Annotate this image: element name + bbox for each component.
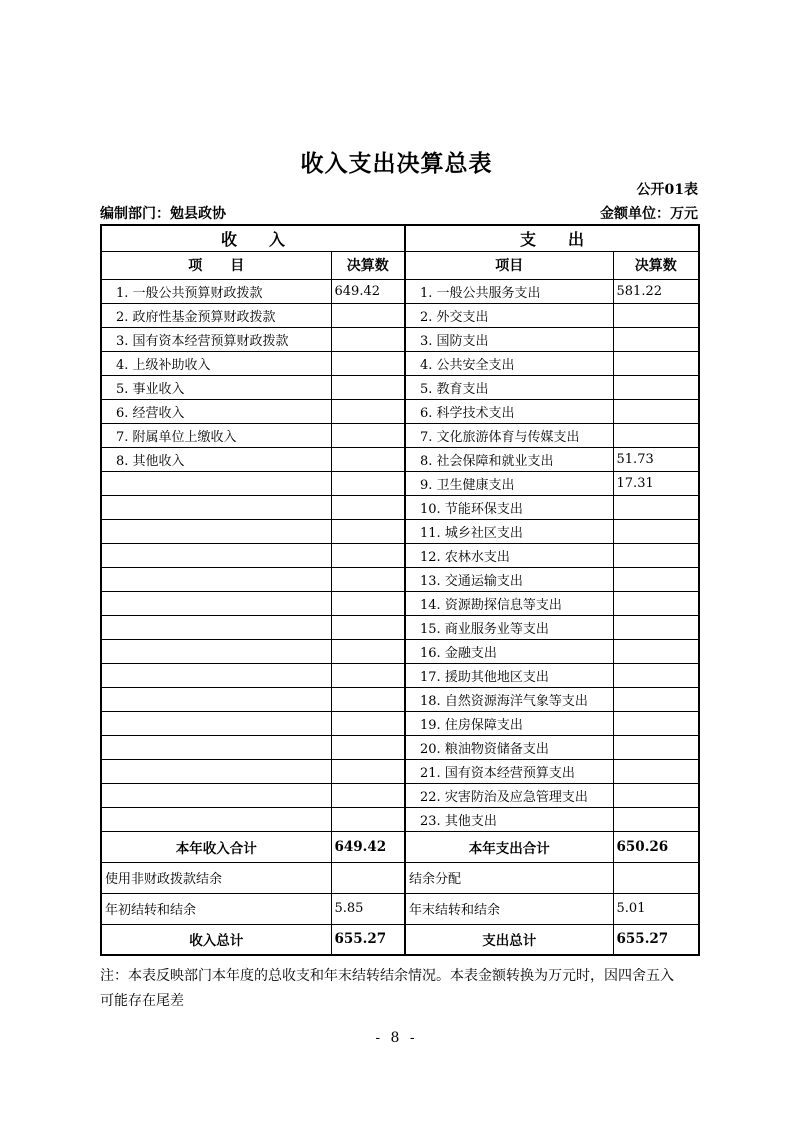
expense-item-cell: 13. 交通运输支出	[405, 567, 613, 591]
expense-item-cell: 12. 农林水支出	[405, 543, 613, 567]
income-item-cell	[101, 519, 331, 543]
table-note: 注：本表反映部门本年度的总收支和年末结转结余情况。本表金额转换为万元时，因四舍五入可能存在尾差	[100, 968, 674, 1009]
expense-value-cell	[613, 711, 699, 735]
income-item-cell	[101, 615, 331, 639]
expense-item-cell: 23. 其他支出	[405, 807, 613, 831]
table-row	[101, 279, 699, 303]
expense-value-cell: 17.31	[613, 471, 699, 495]
income-item-cell: 年初结转和结余	[101, 893, 331, 924]
income-item-header: 项 目	[101, 251, 331, 279]
expense-item-cell: 8. 社会保障和就业支出	[405, 447, 613, 471]
income-value-cell	[331, 735, 405, 759]
expense-value-header: 决算数	[613, 251, 699, 279]
table-row	[101, 519, 699, 543]
expense-value-cell: 581.22	[613, 279, 699, 303]
income-value-cell	[331, 591, 405, 615]
document-content	[100, 180, 698, 1014]
expense-value-cell	[613, 639, 699, 663]
expense-item-cell: 5. 教育支出	[405, 375, 613, 399]
table-row	[101, 591, 699, 615]
table-row	[101, 471, 699, 495]
expense-item-cell: 15. 商业服务业等支出	[405, 615, 613, 639]
income-group-header: 收 入	[101, 225, 405, 251]
table-row	[101, 639, 699, 663]
income-value-cell	[331, 687, 405, 711]
income-item-cell	[101, 735, 331, 759]
expense-value-cell	[613, 303, 699, 327]
income-value-cell	[331, 783, 405, 807]
table-row	[101, 615, 699, 639]
table-row	[101, 807, 699, 831]
table-row	[101, 924, 699, 955]
expense-item-cell: 20. 粮油物资储备支出	[405, 735, 613, 759]
income-item-cell: 1. 一般公共预算财政拨款	[101, 279, 331, 303]
expense-item-cell: 21. 国有资本经营预算支出	[405, 759, 613, 783]
table-row	[101, 862, 699, 893]
table-row	[101, 543, 699, 567]
table-row	[101, 399, 699, 423]
expense-item-cell: 3. 国防支出	[405, 327, 613, 351]
expense-value-cell	[613, 351, 699, 375]
income-item-cell	[101, 495, 331, 519]
income-item-cell: 本年收入合计	[101, 831, 331, 862]
table-row	[101, 783, 699, 807]
income-item-cell	[101, 711, 331, 735]
income-value-cell	[331, 327, 405, 351]
expense-value-cell	[613, 567, 699, 591]
table-row	[101, 687, 699, 711]
expense-group-header: 支 出	[405, 225, 699, 251]
income-value-cell	[331, 399, 405, 423]
income-value-cell: 649.42	[331, 279, 405, 303]
income-value-cell	[331, 759, 405, 783]
table-row	[101, 893, 699, 924]
expense-value-cell	[613, 807, 699, 831]
column-header-row	[101, 251, 699, 279]
income-item-cell: 7. 附属单位上缴收入	[101, 423, 331, 447]
expense-value-cell: 655.27	[613, 924, 699, 955]
page-number: - 8 -	[375, 1030, 418, 1046]
expense-value-cell	[613, 543, 699, 567]
expense-value-cell	[613, 327, 699, 351]
expense-value-cell	[613, 495, 699, 519]
income-item-cell: 使用非财政拨款结余	[101, 862, 331, 893]
income-item-cell	[101, 543, 331, 567]
expense-value-cell: 5.01	[613, 893, 699, 924]
income-value-header: 决算数	[331, 251, 405, 279]
table-row	[101, 567, 699, 591]
income-item-cell	[101, 783, 331, 807]
department-label: 编制部门：勉县政协	[100, 205, 226, 222]
group-header-row	[101, 225, 699, 251]
expense-value-cell	[613, 687, 699, 711]
expense-value-cell	[613, 759, 699, 783]
expense-value-cell	[613, 591, 699, 615]
income-value-cell	[331, 615, 405, 639]
expense-item-cell: 1. 一般公共服务支出	[405, 279, 613, 303]
income-value-cell	[331, 423, 405, 447]
expense-item-cell: 18. 自然资源海洋气象等支出	[405, 687, 613, 711]
income-value-cell	[331, 711, 405, 735]
expense-value-cell	[613, 519, 699, 543]
table-row	[101, 327, 699, 351]
income-item-cell: 5. 事业收入	[101, 375, 331, 399]
income-item-cell	[101, 471, 331, 495]
income-item-cell	[101, 567, 331, 591]
expense-item-cell: 2. 外交支出	[405, 303, 613, 327]
expense-item-cell: 9. 卫生健康支出	[405, 471, 613, 495]
income-item-cell	[101, 759, 331, 783]
income-item-cell	[101, 807, 331, 831]
budget-summary-table	[100, 224, 700, 956]
expense-item-cell: 结余分配	[405, 862, 613, 893]
income-value-cell	[331, 447, 405, 471]
table-row	[101, 375, 699, 399]
table-row	[101, 663, 699, 687]
expense-item-cell: 16. 金融支出	[405, 639, 613, 663]
income-item-cell: 6. 经营收入	[101, 399, 331, 423]
expense-value-cell: 650.26	[613, 831, 699, 862]
income-value-cell	[331, 519, 405, 543]
income-value-cell	[331, 495, 405, 519]
expense-value-cell	[613, 783, 699, 807]
table-meta-row	[100, 201, 698, 224]
expense-value-cell	[613, 399, 699, 423]
table-row	[101, 423, 699, 447]
expense-item-cell: 支出总计	[405, 924, 613, 955]
income-value-cell: 649.42	[331, 831, 405, 862]
table-row	[101, 831, 699, 862]
expense-value-cell	[613, 615, 699, 639]
income-value-cell	[331, 639, 405, 663]
income-item-cell: 3. 国有资本经营预算财政拨款	[101, 327, 331, 351]
expense-value-cell: 51.73	[613, 447, 699, 471]
expense-item-cell: 4. 公共安全支出	[405, 351, 613, 375]
expense-item-cell: 22. 灾害防治及应急管理支出	[405, 783, 613, 807]
income-value-cell: 655.27	[331, 924, 405, 955]
income-item-cell: 2. 政府性基金预算财政拨款	[101, 303, 331, 327]
income-value-cell	[331, 351, 405, 375]
income-item-cell	[101, 591, 331, 615]
income-item-cell: 4. 上级补助收入	[101, 351, 331, 375]
table-row	[101, 303, 699, 327]
unit-label: 金额单位：万元	[600, 205, 698, 222]
income-value-cell	[331, 807, 405, 831]
expense-item-cell: 17. 援助其他地区支出	[405, 663, 613, 687]
table-row	[101, 759, 699, 783]
expense-value-cell	[613, 663, 699, 687]
expense-value-cell	[613, 375, 699, 399]
income-value-cell	[331, 375, 405, 399]
table-row	[101, 447, 699, 471]
income-value-cell	[331, 543, 405, 567]
expense-item-cell: 14. 资源勘探信息等支出	[405, 591, 613, 615]
income-value-cell: 5.85	[331, 893, 405, 924]
expense-value-cell	[613, 735, 699, 759]
expense-item-cell: 19. 住房保障支出	[405, 711, 613, 735]
expense-item-cell: 10. 节能环保支出	[405, 495, 613, 519]
expense-item-cell: 11. 城乡社区支出	[405, 519, 613, 543]
expense-item-cell: 7. 文化旅游体育与传媒支出	[405, 423, 613, 447]
expense-item-cell: 6. 科学技术支出	[405, 399, 613, 423]
income-value-cell	[331, 303, 405, 327]
income-value-cell	[331, 567, 405, 591]
income-item-cell	[101, 639, 331, 663]
income-value-cell	[331, 471, 405, 495]
expense-value-cell	[613, 862, 699, 893]
income-item-cell: 8. 其他收入	[101, 447, 331, 471]
expense-item-header: 项目	[405, 251, 613, 279]
table-row	[101, 351, 699, 375]
table-row	[101, 711, 699, 735]
expense-item-cell: 本年支出合计	[405, 831, 613, 862]
income-value-cell	[331, 862, 405, 893]
page-title: 收入支出决算总表	[300, 150, 493, 177]
expense-value-cell	[613, 423, 699, 447]
income-item-cell	[101, 687, 331, 711]
income-item-cell: 收入总计	[101, 924, 331, 955]
table-row	[101, 735, 699, 759]
table-code: 公开01表	[636, 182, 698, 198]
expense-item-cell: 年末结转和结余	[405, 893, 613, 924]
income-value-cell	[331, 663, 405, 687]
income-item-cell	[101, 663, 331, 687]
table-row	[101, 495, 699, 519]
